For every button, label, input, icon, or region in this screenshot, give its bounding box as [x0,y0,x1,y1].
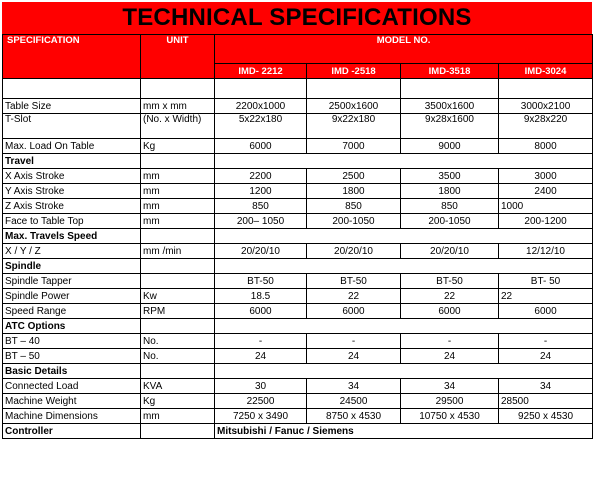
row-value: 3500x1600 [401,99,499,114]
model-header: IMD- 2212 [215,64,307,79]
row-value: 1800 [401,184,499,199]
row-unit: mm x mm [141,99,215,114]
table-row [3,289,593,304]
row-label: Connected Load [3,379,141,394]
row-value: 9x22x180 [307,114,401,139]
row-value: - [307,334,401,349]
page-title: TECHNICAL SPECIFICATIONS [2,2,592,34]
row-value: 2400 [499,184,593,199]
row-label: ATC Options [3,319,141,334]
row-unit: mm [141,409,215,424]
row-unit: mm /min [141,244,215,259]
section-empty-values [215,259,593,274]
controller-value: Mitsubishi / Fanuc / Siemens [215,424,593,439]
row-value: 850 [215,199,307,214]
table-row [3,334,593,349]
row-value: 200– 1050 [215,214,307,229]
model-header: IMD-3024 [499,64,593,79]
section-empty-unit [141,364,215,379]
row-label: Spindle Tapper [3,274,141,289]
header-model-no: MODEL NO. [215,35,593,64]
row-value: 7250 x 3490 [215,409,307,424]
row-label: Machine Weight [3,394,141,409]
table-row [3,229,593,244]
section-empty-values [215,319,593,334]
row-unit: mm [141,199,215,214]
row-value: 34 [401,379,499,394]
row-unit: (No. x Width) [141,114,215,139]
row-value: 8750 x 4530 [307,409,401,424]
section-empty-unit [141,259,215,274]
row-value: 850 [307,199,401,214]
row-value: 6000 [401,304,499,319]
row-label: Controller [3,424,141,439]
row-value: 6000 [499,304,593,319]
row-label: Spindle [3,259,141,274]
row-value: 29500 [401,394,499,409]
row-value: 2200x1000 [215,99,307,114]
row-value: 34 [307,379,401,394]
row-value: 9250 x 4530 [499,409,593,424]
row-label: Travel [3,154,141,169]
row-value: 3000x2100 [499,99,593,114]
row-label: Speed Range [3,304,141,319]
row-value: 6000 [215,139,307,154]
row-value: 28500 [499,394,593,409]
section-empty-unit [141,229,215,244]
row-value: 34 [499,379,593,394]
table-row [3,409,593,424]
row-value: 5x22x180 [215,114,307,139]
header-row [3,35,593,64]
row-label: BT – 50 [3,349,141,364]
table-row [3,169,593,184]
row-value: 18.5 [215,289,307,304]
row-value: 8000 [499,139,593,154]
row-value: 2500 [307,169,401,184]
row-value: BT-50 [215,274,307,289]
model-header: IMD-3518 [401,64,499,79]
spacer-row [3,79,593,99]
row-value: 24 [307,349,401,364]
row-value: 7000 [307,139,401,154]
row-value: BT- 50 [499,274,593,289]
row-label: Max. Travels Speed [3,229,141,244]
row-label: Y Axis Stroke [3,184,141,199]
row-value: 24 [215,349,307,364]
row-label: Spindle Power [3,289,141,304]
table-row [3,319,593,334]
row-value: - [499,334,593,349]
table-row [3,304,593,319]
controller-unit [141,424,215,439]
row-value: 200-1200 [499,214,593,229]
row-label: Max. Load On Table [3,139,141,154]
row-value: 30 [215,379,307,394]
row-unit: mm [141,184,215,199]
section-empty-values [215,154,593,169]
row-label: X Axis Stroke [3,169,141,184]
table-row [3,379,593,394]
row-unit [141,274,215,289]
row-label: BT – 40 [3,334,141,349]
table-row [3,99,593,114]
row-value: 9000 [401,139,499,154]
row-value: 12/12/10 [499,244,593,259]
row-value: 22 [307,289,401,304]
table-row [3,259,593,274]
table-row [3,214,593,229]
row-label: Machine Dimensions [3,409,141,424]
row-value: 22 [401,289,499,304]
table-row [3,394,593,409]
row-value: 20/20/10 [401,244,499,259]
section-empty-unit [141,319,215,334]
row-label: X / Y / Z [3,244,141,259]
table-row [3,349,593,364]
row-value: 850 [401,199,499,214]
section-empty-values [215,229,593,244]
table-row [3,244,593,259]
table-row [3,139,593,154]
table-row [3,199,593,214]
row-unit: Kw [141,289,215,304]
row-value: BT-50 [307,274,401,289]
row-value: 200-1050 [401,214,499,229]
row-value: 24 [401,349,499,364]
row-value: 22 [499,289,593,304]
row-unit: No. [141,349,215,364]
row-label: Basic Details [3,364,141,379]
row-label: Z Axis Stroke [3,199,141,214]
model-header: IMD -2518 [307,64,401,79]
section-empty-unit [141,154,215,169]
row-unit: mm [141,169,215,184]
header-specification: SPECIFICATION [3,35,141,79]
row-value: 20/20/10 [307,244,401,259]
row-value: 2200 [215,169,307,184]
row-unit: KVA [141,379,215,394]
row-value: 20/20/10 [215,244,307,259]
row-value: 2500x1600 [307,99,401,114]
row-unit: Kg [141,139,215,154]
row-unit: Kg [141,394,215,409]
table-row [3,274,593,289]
row-value: 1800 [307,184,401,199]
row-value: 6000 [215,304,307,319]
row-value: 1200 [215,184,307,199]
row-value: - [401,334,499,349]
row-unit: RPM [141,304,215,319]
row-value: 24500 [307,394,401,409]
row-value: 9x28x220 [499,114,593,139]
row-value: 200-1050 [307,214,401,229]
row-value: 3000 [499,169,593,184]
table-row [3,184,593,199]
row-label: Face to Table Top [3,214,141,229]
spec-table [2,34,593,439]
row-value: 1000 [499,199,593,214]
row-label: Table Size [3,99,141,114]
row-unit: mm [141,214,215,229]
row-value: 24 [499,349,593,364]
row-value: 10750 x 4530 [401,409,499,424]
row-value: 9x28x1600 [401,114,499,139]
table-row [3,154,593,169]
row-value: BT-50 [401,274,499,289]
header-unit: UNIT [141,35,215,79]
table-row [3,114,593,139]
table-row [3,424,593,439]
row-value: 3500 [401,169,499,184]
section-empty-values [215,364,593,379]
row-unit: No. [141,334,215,349]
spec-body [3,99,593,439]
row-label: T-Slot [3,114,141,139]
row-value: - [215,334,307,349]
row-value: 22500 [215,394,307,409]
row-value: 6000 [307,304,401,319]
table-row [3,364,593,379]
